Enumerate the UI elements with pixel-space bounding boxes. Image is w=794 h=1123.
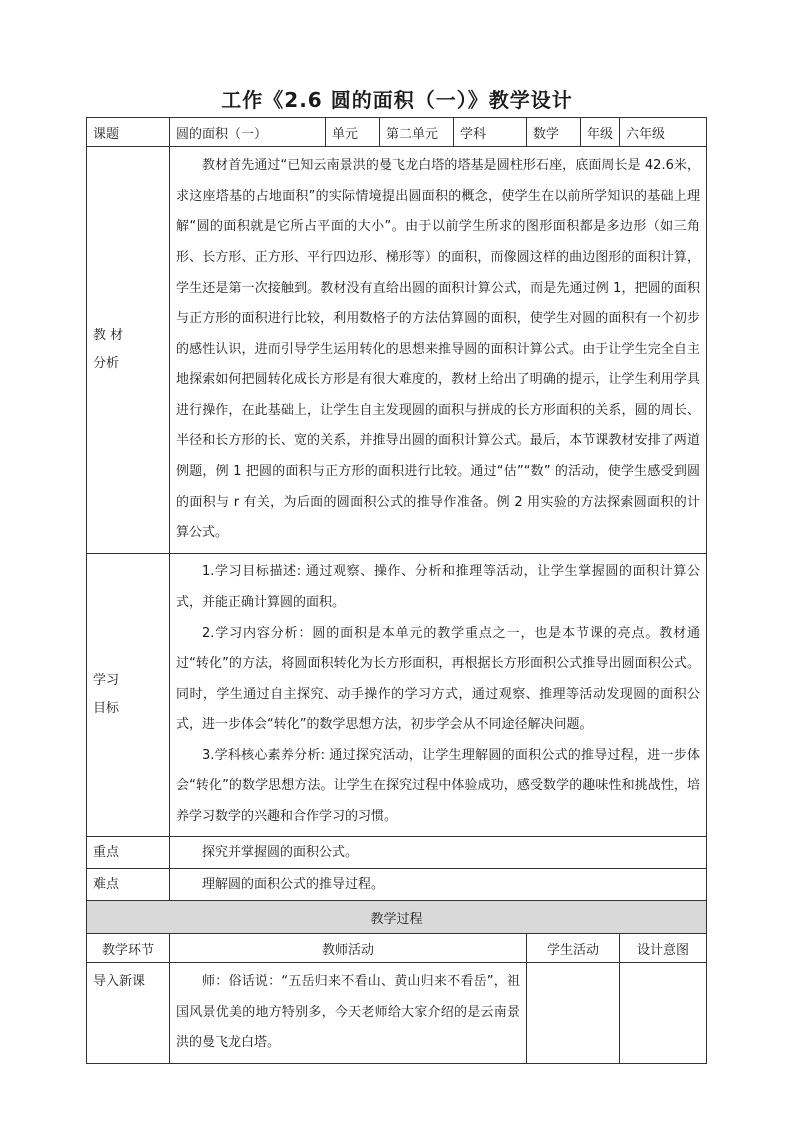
subject-value: 数学 — [527, 118, 581, 147]
analysis-label-line2: 分析 — [93, 356, 120, 371]
process-section-title: 教学过程 — [87, 901, 707, 934]
topic-value: 圆的面积（一） — [170, 118, 326, 147]
student-activity-cell — [527, 963, 620, 1064]
process-columns-row — [87, 934, 707, 963]
goal-paragraph-3: 3.学科核心素养分析: 通过探究活动，让学生理解圆的面积公式的推导过程，进一步体会“转化”的数学思想方法。让学生在探究过程中体验成功，感受数学的趣味性和挑战性，培养学习数学的兴趣和合作学习的习惯。 — [176, 747, 701, 825]
stage-cell: 导入新课 — [87, 963, 170, 1064]
unit-label: 单元 — [326, 118, 380, 147]
grade-label: 年级 — [581, 118, 620, 147]
analysis-label — [87, 147, 170, 554]
key-point-label: 重点 — [87, 837, 170, 869]
unit-value: 第二单元 — [380, 118, 454, 147]
process-header-row — [87, 901, 707, 934]
difficulty-row — [87, 869, 707, 901]
key-point-row — [87, 837, 707, 869]
goals-content — [170, 554, 707, 837]
goals-row — [87, 554, 707, 837]
col-teacher-header: 教师活动 — [170, 934, 527, 963]
goals-label-line1: 学习 — [93, 673, 120, 688]
col-intent-header: 设计意图 — [620, 934, 707, 963]
process-row — [87, 963, 707, 1064]
lesson-plan-table — [86, 117, 707, 1064]
analysis-label-line1: 教 材 — [93, 328, 124, 343]
difficulty-label: 难点 — [87, 869, 170, 901]
teacher-activity-cell: 师：俗话说：“五岳归来不看山、黄山归来不看岳”，祖国风景优美的地方特别多，今天老师给大家介绍的是云南景洪的曼飞龙白塔。 — [170, 963, 527, 1064]
goal-paragraph-1: 1.学习目标描述: 通过观察、操作、分析和推理等活动，让学生掌握圆的面积计算公式，并能正确计算圆的面积。 — [176, 564, 701, 610]
col-stage-header: 教学环节 — [87, 934, 170, 963]
goal-paragraph-2: 2.学习内容分析：圆的面积是本单元的教学重点之一，也是本节课的亮点。教材通过“转化”的方法，将圆面积转化为长方形面积，再根据长方形面积公式推导出圆面积公式。同时，学生通过自主探究、动手操作的学习方式，通过观察、推理等活动发现圆的面积公式，进一步体会“转化”的数学思想方法，初步学会从不同途径解决问题。 — [176, 625, 701, 733]
key-point-text: 探究并掌握圆的面积公式。 — [170, 837, 707, 869]
topic-label: 课题 — [87, 118, 170, 147]
difficulty-text: 理解圆的面积公式的推导过程。 — [170, 869, 707, 901]
subject-label: 学科 — [454, 118, 527, 147]
grade-value: 六年级 — [620, 118, 707, 147]
col-student-header: 学生活动 — [527, 934, 620, 963]
goals-label-line2: 目标 — [93, 701, 120, 716]
goals-label — [87, 554, 170, 837]
design-intent-cell — [620, 963, 707, 1064]
analysis-row — [87, 147, 707, 554]
document-title: 工作《2.6 圆的面积（一）》教学设计 — [221, 88, 573, 112]
analysis-text: 教材首先通过“已知云南景洪的曼飞龙白塔的塔基是圆柱形石座，底面周长是 42.6米，求这座塔基的占地面积”的实际情境提出圆面积的概念，使学生在以前所学知识的基础上理解“圆的面积就是它所占平面的大小”。由于以前学生所求的图形面积都是多边形（如三角形、长方形、正方形、平行四边形、梯形等）的面积，而像圆这样的曲边图形的面积计算，学生还是第一次接触到。教材没有直给出圆的面积计算公式，而是先通过例 1，把圆的面积与正方形的面积进行比较，利用数格子的方法估算圆的面积，使学生对圆的面积有一个初步的感性认识，进而引导学生运用转化的思想来推导圆的面积计算公式。由于让学生完全自主地探索如何把圆转化成长方形是有很大难度的，教材上给出了明确的提示，让学生利用学具进行操作，在此基础上，让学生自主发现圆的面积与拼成的长方形面积的关系，圆的周长、半径和长方形的长、宽的关系，并推导出圆的面积计算公式。最后，本节课教材安排了两道例题，例 1 把圆的面积与正方形的面积进行比较。通过“估”“数” 的活动，使学生感受到圆的面积与 r 有关，为后面的圆面积公式的推导作准备。例 2 用实验的方法探索圆面积的计算公式。 — [170, 147, 707, 554]
header-row — [87, 118, 707, 147]
